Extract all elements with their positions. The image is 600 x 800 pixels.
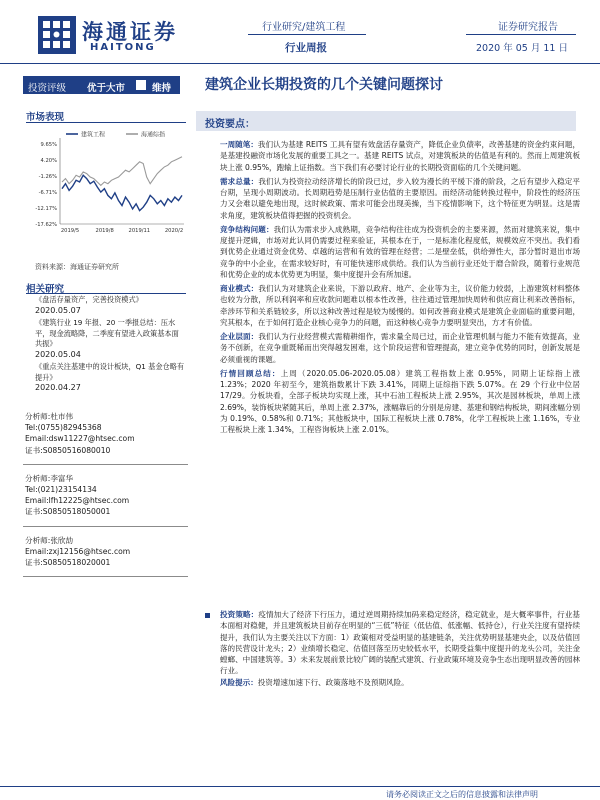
related-report-date: 2020.05.07 (35, 305, 81, 315)
rating-status: 维持 (152, 83, 172, 94)
analyst-card (23, 471, 188, 527)
risk-warning (220, 677, 580, 688)
conclusion-bullet (205, 613, 217, 618)
paragraph-keyword: 风险提示： (220, 677, 258, 687)
report-type: 证券研究报告 (498, 22, 558, 33)
market-performance-rule (26, 122, 186, 123)
x-tick-label: 2019/5 (60, 228, 80, 234)
paragraph-text: 我们认为对建筑企业来说，下游以政府、地产、企业等为主，议价能力较弱，上游建筑材料整体也较为分散，所以利润率和应收款问题难以根本性改善，往往通过管理加快周转和供应商让利来改善指标，牵涉环节和关系链较多，所以这种改善过程是较为缓慢的。如何改善商业模式是建筑企业面临的重要问题，究其根本，在于如何打造企业核心竞争力的问题，而这种核心竞争力要明显突出，方才有价值。 (220, 284, 580, 327)
y-tick-label: -1.26% (38, 174, 57, 180)
list-item[interactable] (35, 318, 185, 360)
y-tick-label: -12.17% (35, 206, 57, 212)
x-tick-label: 2019/11 (128, 228, 151, 234)
related-research-rule (26, 293, 186, 294)
analyst-tel: Tel:(021)23154134 (25, 485, 97, 495)
list-item[interactable] (35, 362, 185, 394)
logo-english-name: HAITONG (90, 42, 156, 53)
paragraph-keyword: 需求总量： (220, 176, 259, 186)
rating-value: 优于大市 (87, 83, 126, 94)
analyst-email[interactable]: Email:lfh12225@htsec.com (25, 496, 130, 506)
related-report-date: 2020.05.04 (35, 349, 81, 359)
x-tick-label: 2019/8 (95, 228, 114, 234)
analyst-card (23, 409, 188, 465)
paragraph (220, 139, 580, 173)
analyst-name: 分析师:张欣劼 (25, 535, 74, 545)
paragraph-text: 投资增速加速下行、政策落地不及预期风险。 (257, 677, 409, 687)
chart-legend (66, 131, 165, 139)
chart-x-axis (61, 228, 183, 234)
paragraph-keyword: 企业层面： (220, 332, 259, 341)
paragraph-text: 我们认为基建 REITS 工具有望有效盘活存量资产，降低企业负债率，改善基建的资金约束问题，是基建投融资市场化发展的重要工具之一。基建 REITS 试点，对建筑板块的估值是有利的。然而上周建筑板块上涨 0.95%，跑输上证指数。当下我们有必要讨论行业的长期投资面临的几个关键问题。 (220, 140, 580, 172)
paragraph (220, 368, 580, 436)
list-item[interactable] (35, 295, 185, 316)
analyst-cert: 证书:S0850518020001 (25, 558, 111, 568)
market-performance-title: 市场表现 (26, 112, 65, 123)
logo-chinese-name: 海通证券 (82, 19, 178, 44)
y-tick-label: 4.20% (40, 158, 57, 164)
key-points-body (220, 139, 580, 438)
analyst-name: 分析师:杜市伟 (25, 412, 74, 421)
legend-label: 海通综指 (141, 131, 166, 139)
bullet-square-icon (205, 613, 210, 618)
paragraph-keyword: 商业模式： (220, 284, 259, 293)
y-tick-label: -17.62% (35, 222, 57, 228)
related-report-title: 《盘活存量资产，完善投资模式》 (35, 295, 143, 304)
report-category: 行业研究/建筑工程 (262, 22, 346, 33)
analyst-name: 分析师:李富华 (25, 473, 74, 483)
analyst-list (23, 409, 188, 583)
haitong-logo (36, 14, 196, 58)
related-research-title: 相关研究 (26, 284, 65, 295)
page-title: 建筑企业长期投资的几个关键问题探讨 (205, 77, 443, 93)
analyst-cert: 证书:S0850518050001 (25, 507, 111, 517)
rating-separator (136, 80, 146, 90)
paragraph (220, 176, 580, 221)
paragraph-keyword: 行情回顾总结： (220, 368, 281, 378)
market-performance-chart (26, 128, 188, 240)
analyst-email[interactable]: Email:dsw11227@htsec.com (25, 434, 135, 444)
footer-rule (0, 786, 600, 787)
paragraph (220, 283, 580, 328)
y-tick-label: -6.71% (38, 190, 57, 196)
conclusion-block (220, 609, 580, 688)
paragraph (220, 224, 580, 280)
paragraph-text: 上周（2020.05.06-2020.05.08）建筑工程指数上涨 0.95%，同期上证综指上涨 1.23%；2020 年初至今，建筑指数累计下跌 3.41%，同期上证综指下跌 5.07%。在 29 个行业中位居 17/29。分板块看，全部子板块均实现上涨，其中石油工程板块上涨 2.95%，其次是园林板块，单周上涨 2.69%，装饰板块紧随其后，单周上涨 2.37%，涨幅靠后的分别是房建、基建和钢结构板块，期间涨幅分别为 0.19%、0.58%和 0.71%；其他板块中，国际工程板块上涨 0.78%，化学工程板块上涨 1.16%，专业工程板块上涨 1.34%，工程咨询板块上涨 2.01%。 (220, 368, 580, 434)
related-report-title: 《重点关注基建中的设计板块，Q1 基金仓略有提升》 (35, 362, 185, 382)
chart-source: 资料来源：海通证券研究所 (35, 263, 119, 271)
analyst-cert: 证书:S0850516080010 (25, 445, 111, 455)
paragraph (220, 331, 580, 365)
chart-series-line (62, 175, 182, 210)
y-tick-label: 9.65% (40, 142, 57, 148)
footer-disclaimer: 请务必阅读正文之后的信息披露和法律声明 (386, 790, 538, 799)
header-rule (0, 63, 600, 64)
x-tick-label: 2020/2 (164, 228, 184, 234)
chart-y-axis (35, 142, 57, 228)
paragraph-keyword: 投资策略： (220, 610, 259, 619)
report-kind: 行业周报 (285, 42, 327, 54)
paragraph-text: 我们认为投资拉动经济增长的阶段已过，步入较为漫长的平缓下滑的阶段，之后有望步入稳定平台期，呈现小周期波动。长周期趋势是压制行业估值的主要原因。而经济动能转换过程中，阶段性的经济压力又会难以避免地出现，这时候政策、需求可能会出现美操，当下疫情影响下，这个特征更为明显。这是需求角度，建筑板块值得把握的投资机会。 (220, 176, 580, 220)
paragraph-text: 我们认为需求步入成熟期，竞争结构往往成为投资机会的主要来源，然而对建筑来说，集中度提升逻辑，市场对此认同仍需要过程来验证，其根本在于，一是标准化程度低，规模效应不突出。我们看到优势企业通过资金优势、卓越的运营和有效的管理在经营；二是壁垒低，供给弹性大，部分暂时退出市场竞争的中小企业，在需求较好时，有可能快速形成供给。我们认为当前行业还处于磨合阶段，随着行业规范和优势企业的成本优势更为明显，集中度提升会有所加速。 (220, 224, 580, 279)
rating-label: 投资评级 (28, 83, 67, 94)
analyst-tel: Tel:(0755)82945368 (25, 423, 102, 433)
analyst-card (23, 533, 188, 578)
key-points-title: 投资要点： (205, 119, 255, 130)
investment-strategy (220, 609, 580, 677)
header-divider-right (466, 34, 576, 35)
haitong-logo-mark-icon (36, 14, 78, 56)
analyst-email[interactable]: Email:zxj12156@htsec.com (25, 546, 131, 556)
paragraph-text: 疫情加大了经济下行压力，通过逆周期持续加码来稳定经济，稳定就业，是大概率事件，行业基本面相对稳健，并且建筑板块目前存在明显的“三低”特征（低估值、低涨幅、低持仓），行业关注度有望持续提升，我们认为主要关注以下方面：1）政策相对受益明显的基建链条，关注优势明显基建央企，以及估值回落的民营设计龙头；2）业绩增长稳定、估值回落至历史较低水平，长期受益集中度提升的龙头公司，关注金螳螂、中国建筑等。3）未来发展前景比较广阔的装配式建筑、行业政策环境及竞争生态出现明显改善的园林行业。 (220, 610, 580, 676)
paragraph-keyword: 一周随笔： (220, 140, 258, 149)
related-report-title: 《建筑行业 19 年报、20 一季报总结：压水平，现金流略降，二季度有望进入政策基本面共振》 (35, 318, 179, 348)
related-research-list (35, 295, 185, 396)
report-date: 2020 年 05 月 11 日 (476, 43, 568, 54)
paragraph-text: 我们认为行业经营模式需精耕细作，需求量全局已过，而企业管理机制与能力不能有效提高，业务不创新，在竞争重既稀而出突得越发困难，这个阶段运营和管理提高，建立竞争优势的同时，创新发展是必须重视的课题。 (220, 332, 580, 364)
paragraph-keyword: 竞争结构问题： (220, 224, 274, 234)
legend-label: 建筑工程 (81, 131, 106, 139)
related-report-date: 2020.04.27 (35, 383, 81, 392)
header-divider (248, 34, 366, 35)
